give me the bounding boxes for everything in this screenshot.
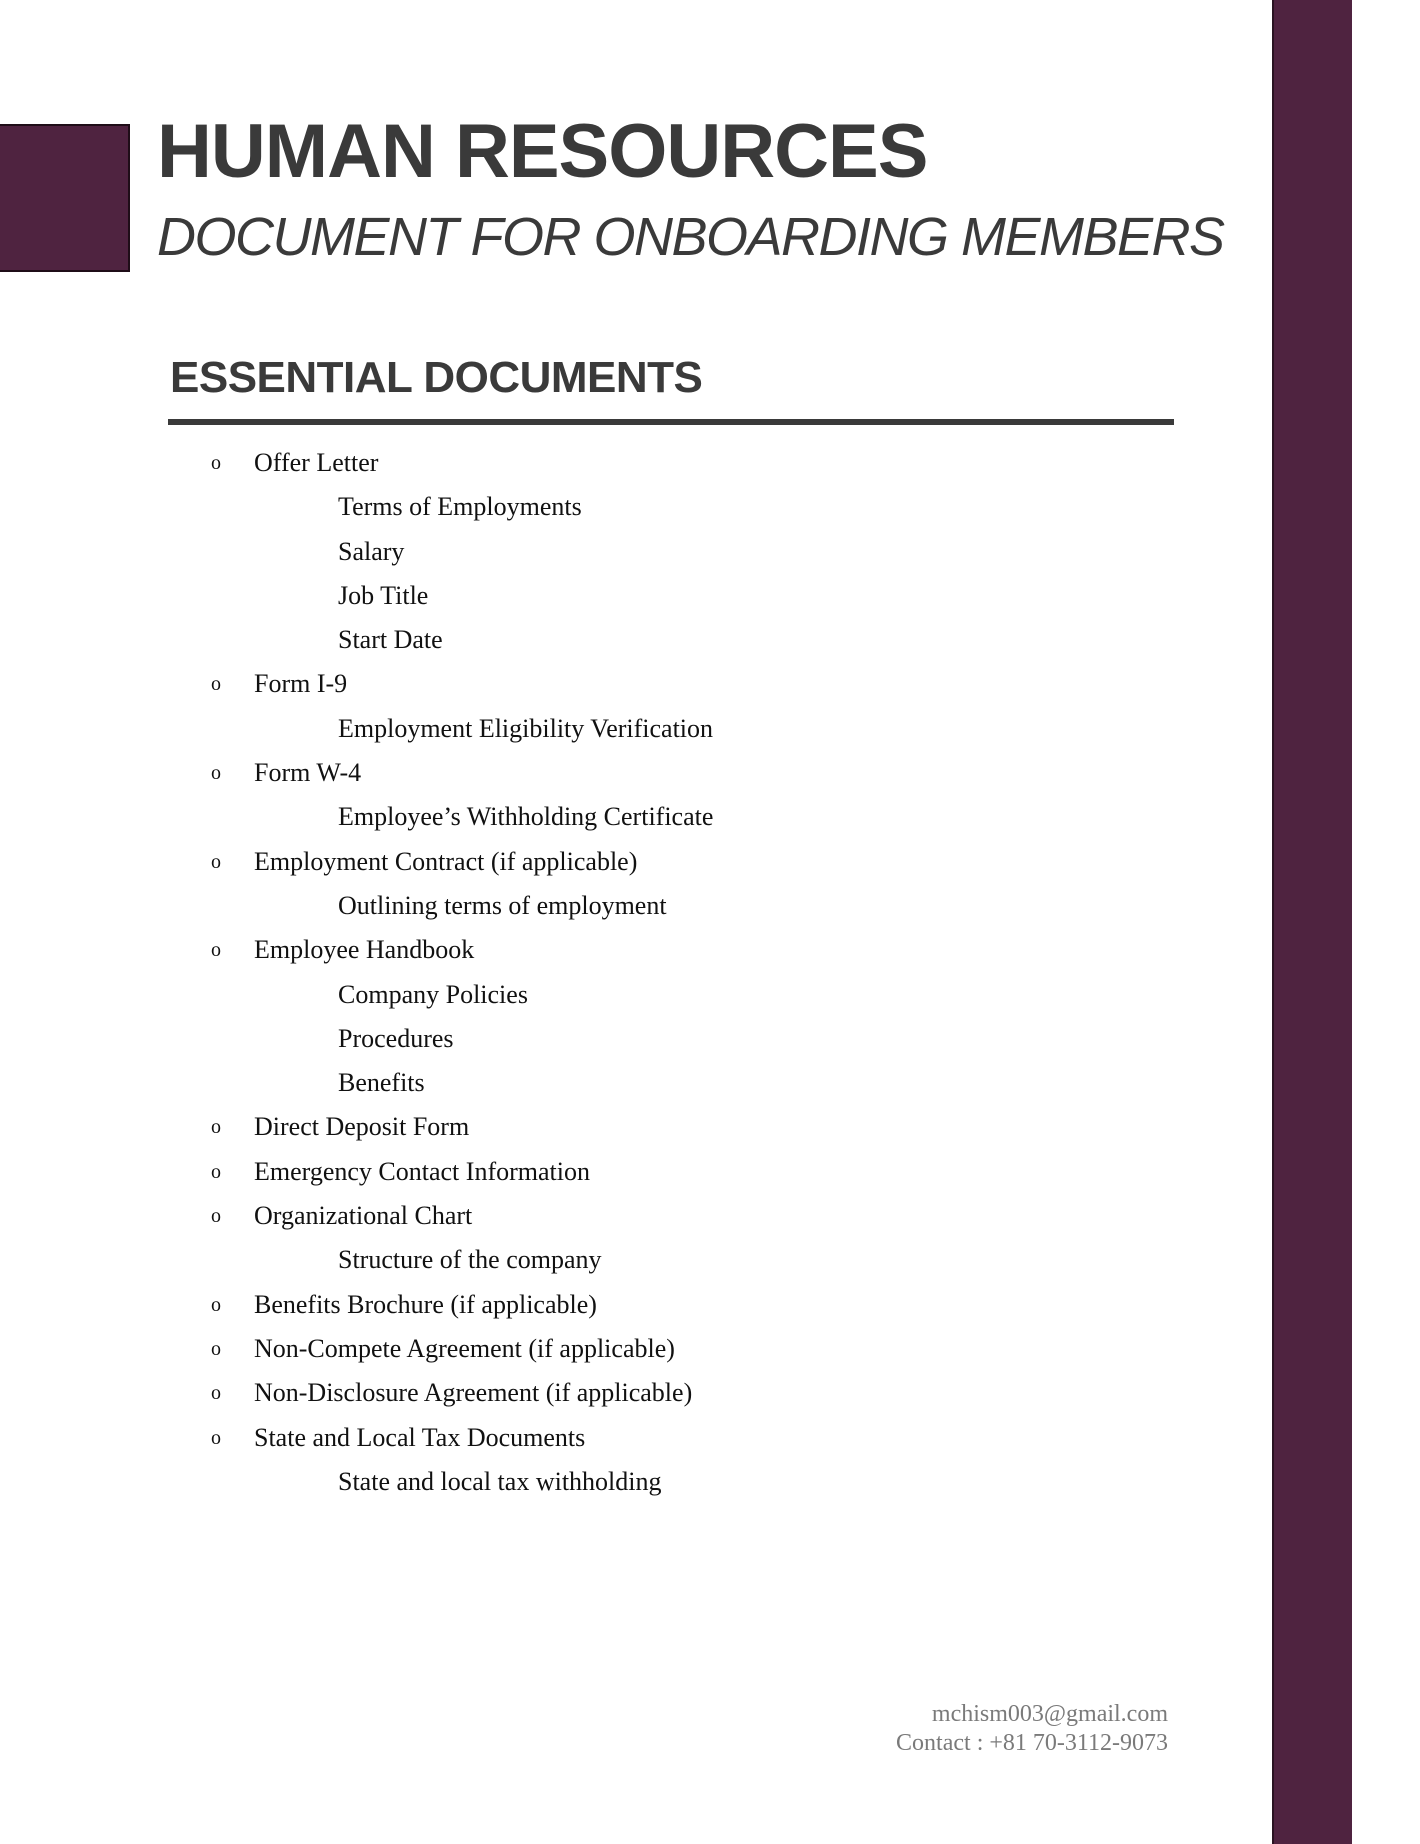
list-item (0, 1105, 1200, 1149)
list-item (0, 751, 1200, 795)
list-item (0, 662, 1200, 706)
list-item-label: Benefits Brochure (if applicable) (254, 1289, 597, 1319)
bullet-icon: o (211, 850, 221, 873)
footer-contact (896, 1700, 1168, 1758)
list-item-label: Emergency Contact Information (254, 1156, 590, 1186)
sub-list-item (0, 1460, 1200, 1504)
sub-list-item-label: Employee’s Withholding Certificate (338, 802, 714, 832)
bullet-icon: o (211, 1160, 221, 1183)
list-item-label: State and Local Tax Documents (254, 1422, 586, 1452)
list-item (0, 1150, 1200, 1194)
bullet-icon: o (211, 673, 221, 696)
right-accent-bar (1272, 0, 1352, 1844)
list-item-label: Employee Handbook (254, 935, 475, 965)
sub-list-item (0, 707, 1200, 751)
list-item-label: Employment Contract (if applicable) (254, 846, 638, 876)
sub-list-item-label: Terms of Employments (338, 492, 582, 522)
sub-list-item-label: Outlining terms of employment (338, 890, 667, 920)
list-item-label: Form W-4 (254, 758, 362, 788)
list-item-label: Form I-9 (254, 669, 348, 699)
section-heading: ESSENTIAL DOCUMENTS (170, 353, 703, 402)
section-divider (168, 419, 1174, 425)
list-item-label: Non-Disclosure Agreement (if applicable) (254, 1378, 693, 1408)
list-item (0, 1194, 1200, 1238)
bullet-icon: o (211, 939, 221, 962)
document-title: HUMAN RESOURCES (157, 109, 928, 194)
bullet-icon: o (211, 1205, 221, 1228)
list-item-label: Direct Deposit Form (254, 1112, 470, 1142)
bullet-icon: o (211, 452, 221, 474)
sub-list-item-label: Salary (338, 536, 405, 566)
list-item (0, 1283, 1200, 1327)
sub-list-item (0, 1061, 1200, 1105)
bullet-icon: o (211, 1293, 221, 1316)
sub-list-item (0, 618, 1200, 662)
list-item-label: Non-Compete Agreement (if applicable) (254, 1333, 675, 1363)
sub-list-item (0, 485, 1200, 529)
sub-list-item (0, 530, 1200, 574)
bullet-icon: o (211, 1116, 221, 1139)
list-item (0, 840, 1200, 884)
sub-list-item-label: Benefits (338, 1068, 425, 1098)
sub-list-item-label: Company Policies (338, 979, 528, 1009)
list-item (0, 1416, 1200, 1460)
list-item (0, 441, 1200, 485)
left-accent-block (0, 124, 130, 272)
sub-list-item-label: Structure of the company (338, 1245, 602, 1275)
footer-phone: Contact : +81 70-3112-9073 (896, 1730, 1168, 1756)
sub-list-item (0, 574, 1200, 618)
sub-list-item-label: Employment Eligibility Verification (338, 713, 714, 743)
sub-list-item (0, 973, 1200, 1017)
essential-documents-list (0, 441, 1200, 1504)
sub-list-item-label: Procedures (338, 1023, 454, 1053)
bullet-icon: o (211, 1337, 221, 1360)
bullet-icon: o (211, 1426, 221, 1449)
sub-list-item-label: Start Date (338, 625, 443, 655)
list-item-label: Organizational Chart (254, 1201, 473, 1231)
list-item (0, 1327, 1200, 1371)
list-item (0, 1371, 1200, 1415)
list-item (0, 928, 1200, 972)
list-item-label: Offer Letter (254, 448, 379, 477)
sub-list-item (0, 884, 1200, 928)
sub-list-item-label: Job Title (338, 580, 429, 610)
sub-list-item (0, 1238, 1200, 1282)
document-subtitle: DOCUMENT FOR ONBOARDING MEMBERS (157, 207, 1224, 267)
sub-list-item (0, 1017, 1200, 1061)
sub-list-item (0, 795, 1200, 839)
bullet-icon: o (211, 762, 221, 785)
bullet-icon: o (211, 1382, 221, 1405)
footer-email: mchism003@gmail.com (931, 1701, 1168, 1727)
sub-list-item-label: State and local tax withholding (338, 1466, 662, 1496)
